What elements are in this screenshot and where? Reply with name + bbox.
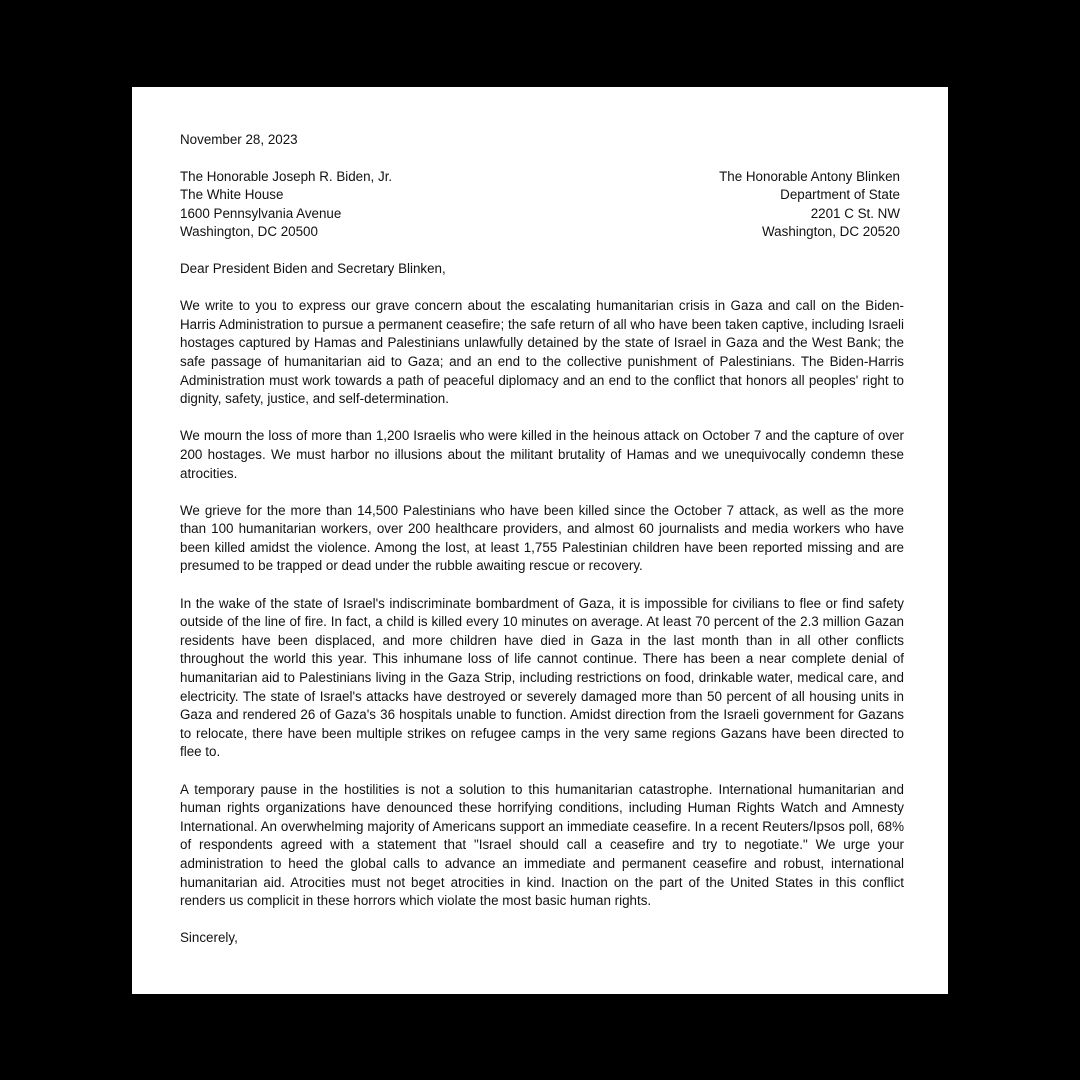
body-paragraph: We grieve for the more than 14,500 Palestinians who have been killed since the October 7 attack, as well as the more than 100 humanitarian workers, over 200 healthcare providers, and almost 60 journalists and media workers who have been killed amidst the violence. Among the lost, at least 1,755 Palestinian children have been reported missing and are presumed to be trapped or dead under the rubble awaiting rescue or recovery. xyxy=(180,502,904,574)
address-line: 2201 C St. NW xyxy=(810,205,900,221)
body-paragraph: A temporary pause in the hostilities is not a solution to this humanitarian catastrophe. International humanitarian and human rights organizations have denounced these horrifying conditions, including Human Rights Watch and Amnesty International. An overwhelming majority of Americans support an immediate ceasefire. In a recent Reuters/Ipsos poll, 68% of respondents agreed with a statement that "Israel should call a ceasefire and try to negotiate." We urge your administration to heed the global calls to advance an immediate and permanent ceasefire and robust, international humanitarian aid. Atrocities must not beget atrocities in kind. Inaction on the part of the United States in this conflict renders us complicit in these horrors which violate the most basic human rights. xyxy=(180,781,904,909)
letter-date: November 28, 2023 xyxy=(180,132,298,147)
recipient-address-right xyxy=(719,168,904,242)
address-line: The Honorable Joseph R. Biden, Jr. xyxy=(180,168,393,184)
address-line: The White House xyxy=(180,187,284,203)
address-line: 1600 Pennsylvania Avenue xyxy=(180,205,342,221)
address-line: Washington, DC 20500 xyxy=(180,224,318,240)
letter-page xyxy=(132,87,948,994)
address-line: Washington, DC 20520 xyxy=(762,224,900,240)
address-line: Department of State xyxy=(780,187,900,203)
recipient-address-left xyxy=(180,168,392,242)
closing: Sincerely, xyxy=(180,930,238,946)
address-block xyxy=(180,168,904,242)
body-paragraph: In the wake of the state of Israel's indiscriminate bombardment of Gaza, it is impossible for civilians to flee or find safety outside of the line of fire. In fact, a child is killed every 10 minutes on average. At least 70 percent of the 2.3 million Gazan residents have been displaced, and more children have died in Gaza in the last month than in all other conflicts throughout the world this year. This inhumane loss of life cannot continue. There has been a near complete denial of humanitarian aid to Palestinians living in the Gaza Strip, including restrictions on food, drinkable water, medical care, and electricity. The state of Israel's attacks have destroyed or severely damaged more than 50 percent of all housing units in Gaza and rendered 26 of Gaza's 36 hospitals unable to function. Amidst direction from the Israeli government for Gazans to relocate, there have been multiple strikes on refugee camps in the very same regions Gazans have been directed to flee to. xyxy=(180,595,904,760)
address-line: The Honorable Antony Blinken xyxy=(719,168,900,184)
salutation: Dear President Biden and Secretary Blinken, xyxy=(180,260,446,276)
body-paragraph: We write to you to express our grave concern about the escalating humanitarian crisis in Gaza and call on the Biden-Harris Administration to pursue a permanent ceasefire; the safe return of all who have been taken captive, including Israeli hostages captured by Hamas and Palestinians unlawfully detained by the state of Israel in Gaza and the West Bank; the safe passage of humanitarian aid to Gaza; and an end to the collective punishment of Palestinians. The Biden-Harris Administration must work towards a path of peaceful diplomacy and an end to the conflict that honors all peoples' right to dignity, safety, justice, and self-determination. xyxy=(180,298,904,407)
body-paragraph: We mourn the loss of more than 1,200 Israelis who were killed in the heinous attack on October 7 and the capture of over 200 hostages. We must harbor no illusions about the militant brutality of Hamas and we unequivocally condemn these atrocities. xyxy=(180,428,904,481)
